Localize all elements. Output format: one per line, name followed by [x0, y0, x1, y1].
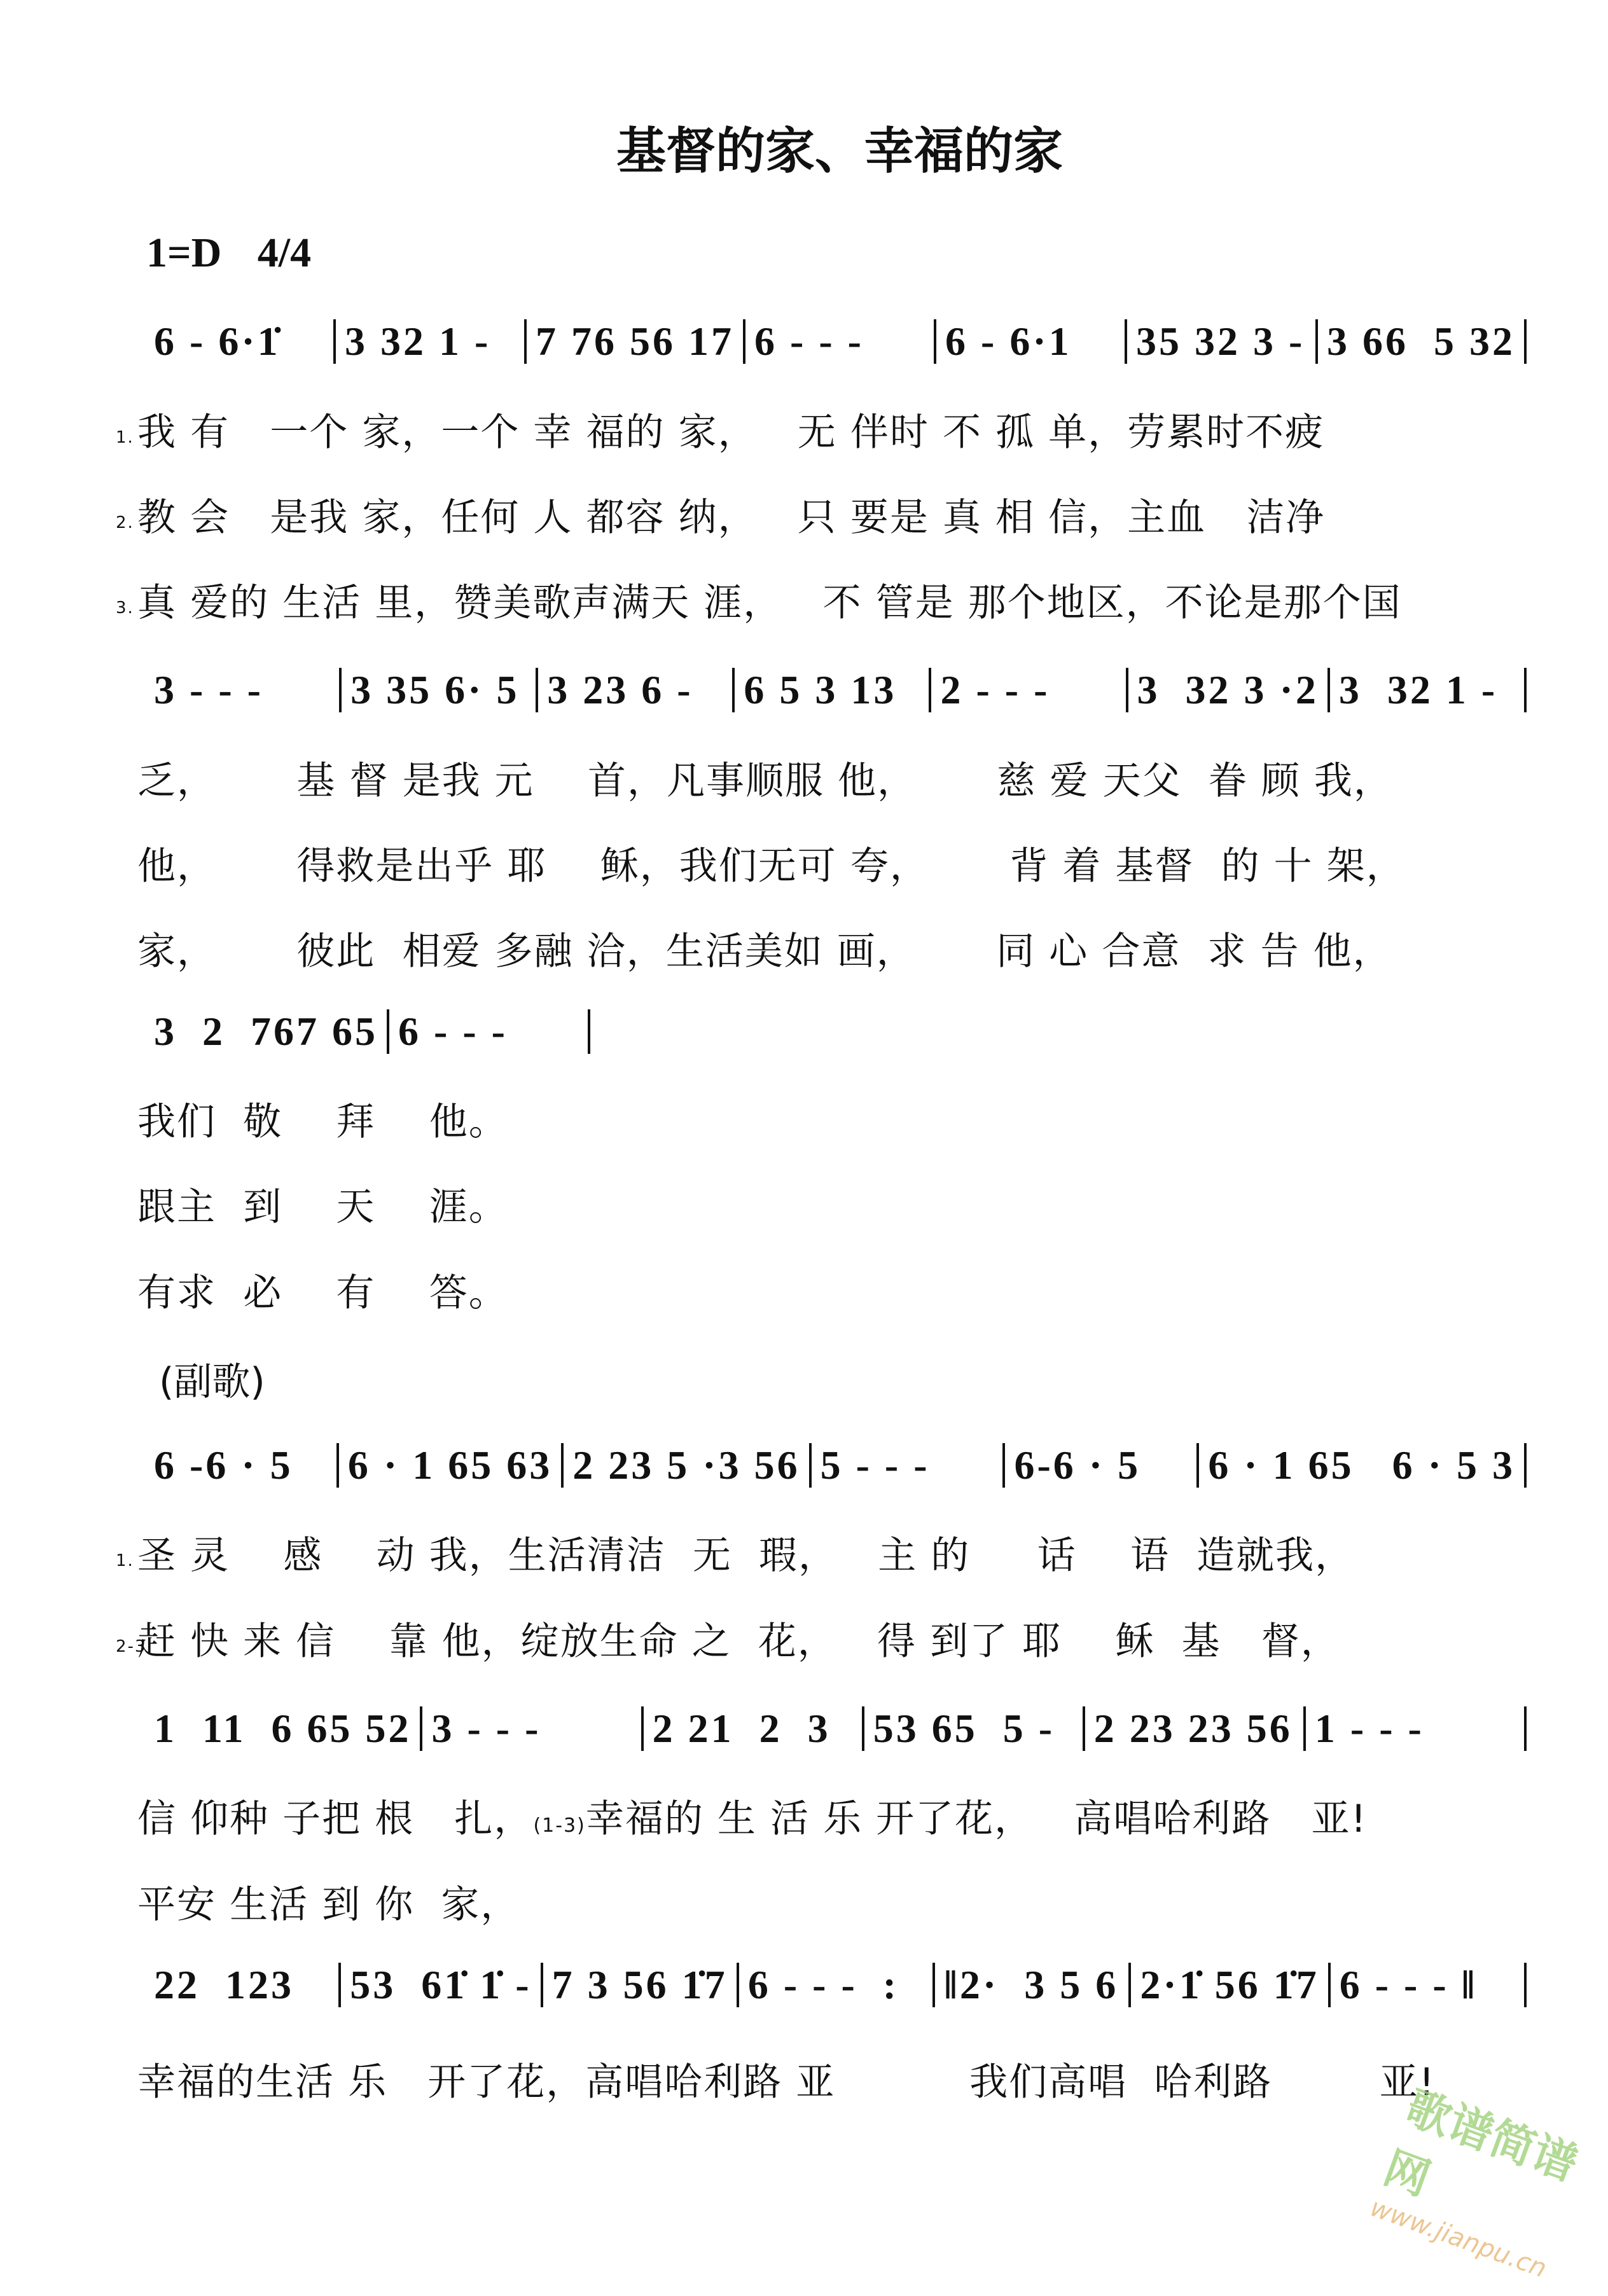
measure: 1 11 6 65 52	[154, 1706, 412, 1751]
lyric-line: 1.我 有 一个 家，一个 幸 福的 家， 无 伴时 不 孤 单，劳累时不疲	[116, 410, 1325, 455]
measure: 3 23 6 -	[547, 667, 693, 712]
measure: 6 - 6·1̇	[154, 319, 281, 364]
lyric-line: 平安 生活 到 你 家，	[137, 1883, 520, 1927]
measure: 3 - - -	[154, 667, 263, 712]
measure: 3 32 1 -	[345, 319, 491, 364]
lyric-line: 家， 彼此 相爱 多融 洽，生活美如 画， 同 心 合意 求 告 他，	[137, 929, 1392, 974]
key-signature	[146, 229, 311, 277]
lyric-line: 2.教 会 是我 家，任何 人 都容 纳， 只 要是 真 相 信，主血 洁净	[116, 495, 1326, 540]
measure: 6-6 · 5	[1014, 1442, 1141, 1488]
song-title: 基督的家、幸福的家	[616, 122, 1063, 180]
notation-row	[145, 313, 1527, 370]
measure: 7 76 56 17	[536, 319, 734, 364]
measure: 7 3 56 1̇7	[551, 1962, 728, 2007]
measure: 6 -6 · 5	[154, 1442, 293, 1488]
measure: 3 66 5 32	[1327, 319, 1515, 364]
notation-row	[145, 661, 1527, 719]
lyric-line: 有求 必 有 答。	[137, 1271, 508, 1315]
measure: 3 32 3 ·2	[1137, 667, 1319, 712]
measure: 3 32 1 -	[1338, 667, 1498, 712]
measure: 6 · 1 65 63	[347, 1442, 553, 1488]
lyric-line: 信 仰种 子把 根 扎，(1-3)幸福的 生 活 乐 开了花， 高唱哈利路 亚!	[137, 1797, 1368, 1841]
measure: 53 65 5 -	[873, 1706, 1055, 1751]
measure: 2 - - -	[940, 667, 1050, 712]
bar-line	[588, 1009, 590, 1054]
bar-line	[1524, 1963, 1527, 2007]
bar-line	[1524, 668, 1527, 712]
measure: 2·1̇ 56 1̇7	[1140, 1962, 1319, 2007]
lyric-line: 乏， 基 督 是我 元 首，凡事顺服 他， 慈 爱 天父 眷 顾 我，	[137, 759, 1393, 803]
chorus-label: (副歌)	[159, 1360, 265, 1404]
bar-line	[1524, 319, 1527, 364]
lyric-line: 幸福的生活 乐 开了花，高唱哈利路 亚 我们高唱 哈利路 亚!	[137, 2060, 1436, 2105]
measure: 3 35 6· 5	[350, 667, 520, 712]
measure: 35 32 3 -	[1136, 319, 1305, 364]
notation-row	[145, 1956, 1527, 2014]
lyric-line: 1.圣 灵 感 动 我，生活清洁 无 瑕， 主 的 话 语 造就我，	[116, 1533, 1355, 1578]
measure: 6 - - -	[754, 319, 864, 364]
lyric-line: 他， 得救是出乎 耶 稣，我们无可 夸， 背 着 基督 的 十 架，	[137, 844, 1406, 889]
notation-row	[145, 1700, 1527, 1757]
bar-line	[1524, 1443, 1527, 1488]
measure: 53 61̇ 1̇ -	[350, 1962, 532, 2007]
measure: 6 - - -	[398, 1009, 508, 1054]
measure: 6 5 3 13	[744, 667, 897, 712]
measure: 22 123	[154, 1962, 294, 2007]
measure: 3 - - -	[431, 1706, 541, 1751]
measure: 2 21 2 3	[652, 1706, 831, 1751]
measure: 1 - - -	[1314, 1706, 1424, 1751]
measure: 6 - 6·1	[945, 319, 1072, 364]
measure: 2 23 23 56	[1093, 1706, 1293, 1751]
measure: 6 · 1 65 6 · 5 3	[1208, 1442, 1515, 1488]
lyric-line: 我们 敬 拜 他。	[137, 1100, 508, 1144]
time-signature: 4/4	[257, 230, 312, 276]
measure: 6 - - - ‖	[1339, 1962, 1478, 2007]
notation-row	[145, 1437, 1527, 1494]
measure: 6 - - - :	[747, 1962, 899, 2007]
bar-line	[1524, 1706, 1527, 1751]
watermark-logo: 歌谱简谱网 www.jianpu.cn	[1366, 2081, 1584, 2284]
measure: 3 2 767 65	[154, 1009, 378, 1054]
measure: 5 - - -	[820, 1442, 930, 1488]
lyric-line: 2-3赶 快 来 信 靠 他，绽放生命 之 花， 得 到了 耶 稣 基 督，	[116, 1619, 1340, 1664]
measure: ‖2· 3 5 6	[944, 1962, 1119, 2007]
lyric-line: 跟主 到 天 涯。	[137, 1185, 508, 1229]
key: 1=D	[146, 230, 222, 276]
lyric-line: 3.真 爱的 生活 里，赞美歌声满天 涯， 不 管是 那个地区，不论是那个国	[116, 581, 1402, 625]
notation-row	[145, 1003, 590, 1060]
measure: 2 23 5 ·3 56	[572, 1442, 800, 1488]
